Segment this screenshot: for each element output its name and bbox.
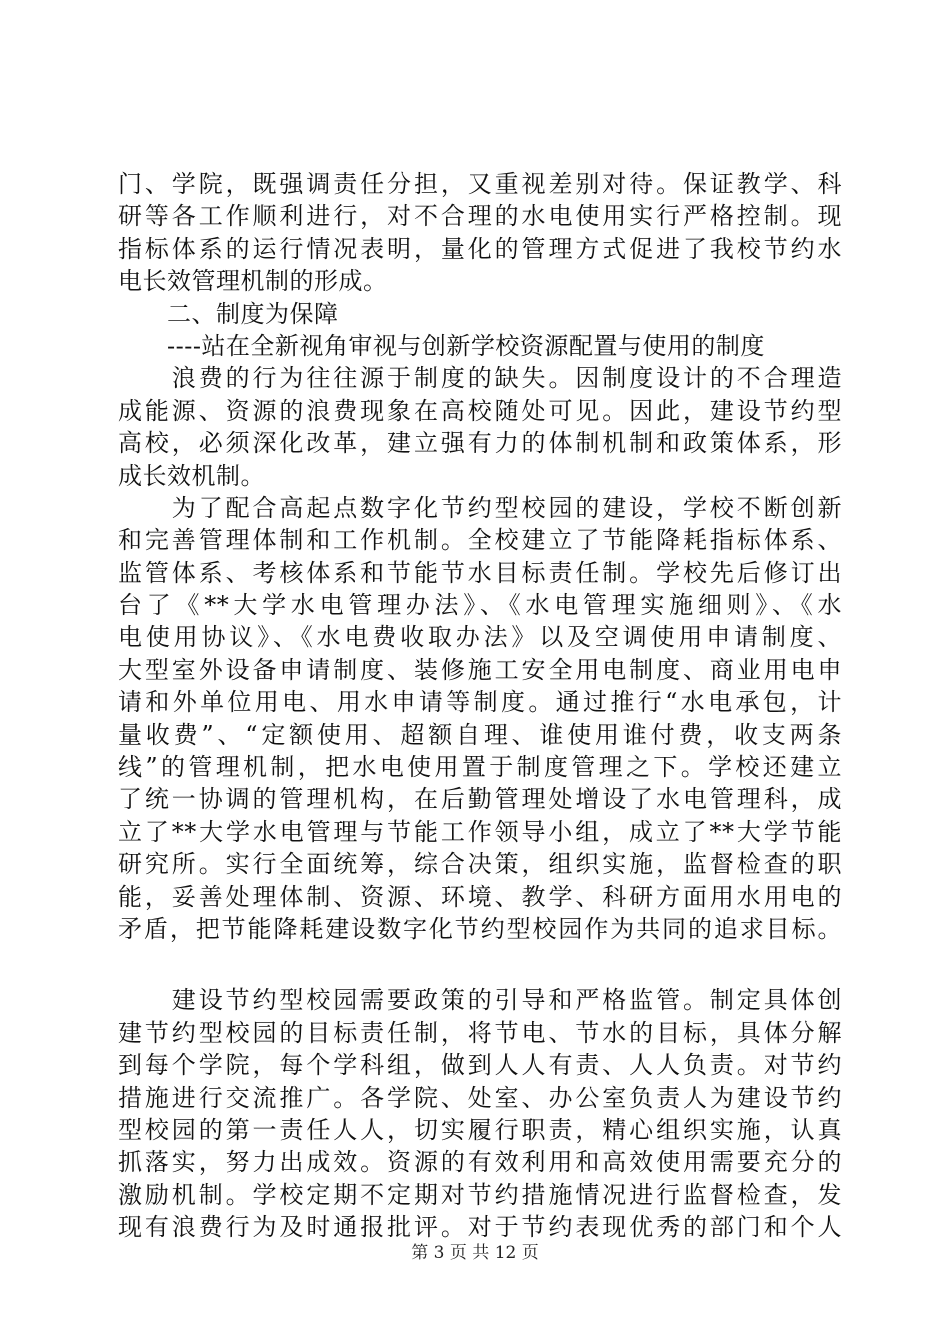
text-line: 型校园的第一责任人人，切实履行职责，精心组织实施，认真 xyxy=(118,1115,842,1144)
text-line: 监管体系、考核体系和节能节水目标责任制。学校先后修订出 xyxy=(118,558,842,587)
text-line: 措施进行交流推广。各学院、处室、办公室负责人为建设节约 xyxy=(118,1083,842,1112)
page-footer: 第 3 页 共 12 页 xyxy=(411,1243,539,1263)
text-line: 研究所。实行全面统筹，综合决策，组织实施，监督检查的职 xyxy=(118,850,842,879)
text-line: 门、学院，既强调责任分担，又重视差别对待。保证教学、科 xyxy=(118,170,842,198)
text-line: 能，妥善处理体制、资源、环境、教学、科研方面用水用电的 xyxy=(118,882,842,911)
text-line: 建设节约型校园需要政策的引导和严格监管。制定具体创 xyxy=(118,986,842,1015)
text-line: 高校，必须深化改革，建立强有力的体制机制和政策体系，形 xyxy=(118,429,842,458)
text-line: 成能源、资源的浪费现象在高校随处可见。因此，建设节约型 xyxy=(118,396,842,425)
text-line: 请和外单位用电、用水申请等制度。通过推行“水电承包，计 xyxy=(118,688,842,717)
blank-line xyxy=(118,945,842,984)
text-line: 量收费”、“定额使用、超额自理、谁使用谁付费，收支两条 xyxy=(118,720,842,749)
text-line: 研等各工作顺利进行，对不合理的水电使用实行严格控制。现 xyxy=(118,202,842,231)
text-line: 线”的管理机制，把水电使用置于制度管理之下。学校还建立 xyxy=(118,753,842,782)
text-line: 抓落实，努力出成效。资源的有效利用和高效使用需要充分的 xyxy=(118,1148,842,1177)
text-line: ----站在全新视角审视与创新学校资源配置与使用的制度 xyxy=(118,331,765,360)
text-line: 二、制度为保障 xyxy=(118,299,339,328)
text-line: 和完善管理体制和工作机制。全校建立了节能降耗指标体系、 xyxy=(118,526,842,555)
text-line: 大型室外设备申请制度、装修施工安全用电制度、商业用电申 xyxy=(118,655,842,684)
text-line: 了统一协调的管理机构，在后勤管理处增设了水电管理科，成 xyxy=(118,785,842,814)
text-line: 建节约型校园的目标责任制，将节电、节水的目标，具体分解 xyxy=(118,1018,842,1047)
text-line: 台了《**大学水电管理办法》、《水电管理实施细则》、《水 xyxy=(118,591,842,620)
text-line: 现有浪费行为及时通报批评。对于节约表现优秀的部门和个人 xyxy=(118,1213,842,1242)
text-line: 为了配合高起点数字化节约型校园的建设，学校不断创新 xyxy=(118,493,842,522)
text-line: 到每个学院，每个学科组，做到人人有责、人人负责。对节约 xyxy=(118,1051,842,1080)
text-line: 立了**大学水电管理与节能工作领导小组，成立了**大学节能 xyxy=(118,817,842,846)
text-line: 激励机制。学校定期不定期对节约措施情况进行监督检查，发 xyxy=(118,1180,842,1209)
text-line: 矛盾，把节能降耗建设数字化节约型校园作为共同的追求目标。 xyxy=(118,914,842,943)
text-line: 电使用协议》、《水电费收取办法》以及空调使用申请制度、 xyxy=(118,623,842,652)
document-body xyxy=(118,168,842,1244)
text-line: 电长效管理机制的形成。 xyxy=(118,267,388,296)
text-line: 浪费的行为往往源于制度的缺失。因制度设计的不合理造 xyxy=(118,364,842,393)
text-line: 成长效机制。 xyxy=(118,461,265,490)
text-line: 指标体系的运行情况表明，量化的管理方式促进了我校节约水 xyxy=(118,234,842,263)
